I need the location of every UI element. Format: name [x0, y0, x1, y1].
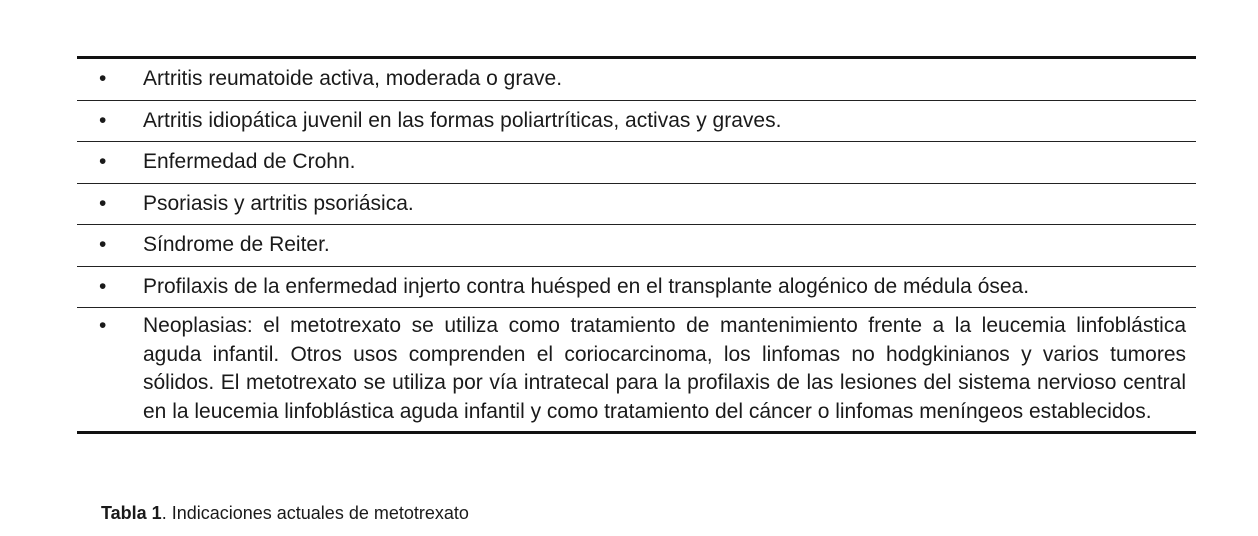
row-text: Artritis reumatoide activa, moderada o grave.: [143, 67, 563, 90]
table-row: [77, 308, 1196, 431]
table-row: [77, 142, 1196, 184]
table-row: [77, 267, 1196, 309]
table-row: [77, 225, 1196, 267]
row-text: Enfermedad de Crohn.: [143, 150, 356, 173]
bullet-icon: •: [99, 233, 107, 257]
bullet-icon: •: [99, 67, 107, 91]
table-row: [77, 101, 1196, 143]
bullet-icon: •: [99, 274, 107, 298]
indications-table: [77, 56, 1196, 434]
bullet-icon: •: [99, 108, 107, 132]
row-text: Neoplasias: el metotrexato se utiliza como tratamiento de mantenimiento frente a la leucemia linfoblástica aguda infantil. Otros usos comprenden el coriocarcinoma, los linfomas no hodgkinianos y varios tumores sólidos. El metotrexato se utiliza por vía intratecal para la profilaxis de las lesiones del sistema nervioso central en la leucemia linfoblástica aguda infantil y como tratamiento del cáncer o linfomas meníngeos establecidos.: [143, 314, 1186, 423]
row-text: Síndrome de Reiter.: [143, 233, 330, 256]
table-row: [77, 184, 1196, 226]
caption-label: Tabla 1: [101, 503, 162, 523]
bullet-icon: •: [99, 314, 107, 337]
table-row: [77, 59, 1196, 101]
row-text: Artritis idiopática juvenil en las formas poliartríticas, activas y graves.: [143, 108, 782, 132]
row-text: Profilaxis de la enfermedad injerto contra huésped en el transplante alogénico de médula ósea.: [143, 274, 1030, 298]
caption-text: . Indicaciones actuales de metotrexato: [161, 503, 469, 523]
bullet-icon: •: [99, 191, 107, 215]
table-caption: [101, 502, 469, 524]
row-text: Psoriasis y artritis psoriásica.: [143, 191, 414, 215]
bullet-icon: •: [99, 150, 107, 174]
